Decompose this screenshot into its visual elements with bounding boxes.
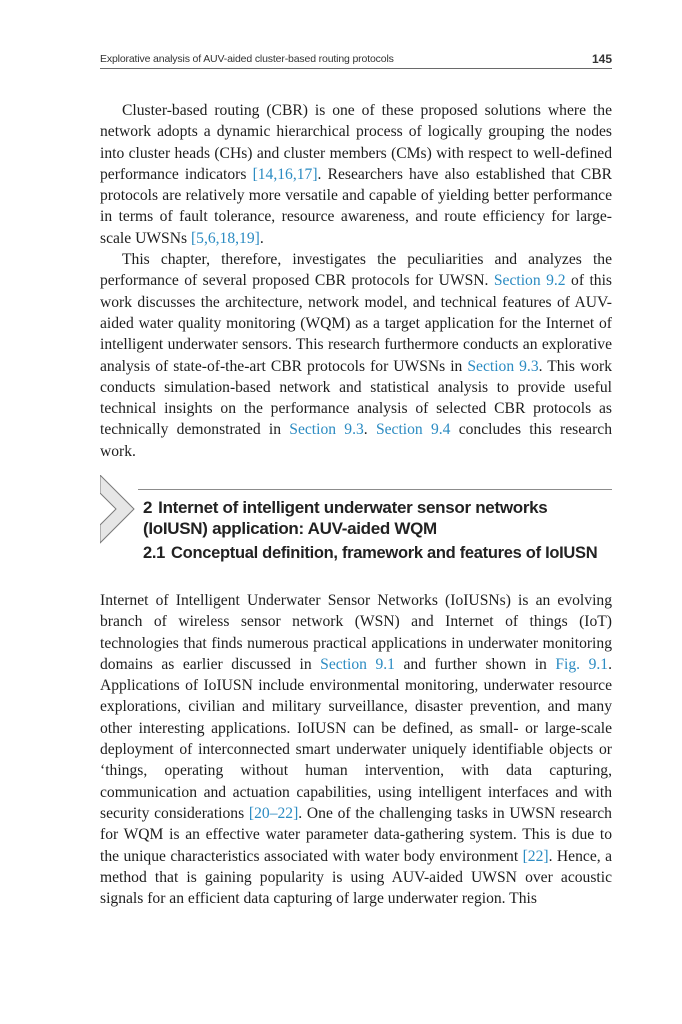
section-link[interactable]: Section 9.3: [467, 357, 539, 375]
section-title-text: Internet of intelligent underwater sensor networks (IoIUSN) application: AUV-aided WQM: [143, 498, 548, 538]
section-link[interactable]: Section 9.2: [493, 272, 566, 290]
section-heading-block: [100, 475, 612, 585]
citation-link[interactable]: [5,6,18,19]: [190, 229, 260, 247]
running-head: [100, 52, 612, 69]
section-title: [143, 497, 613, 539]
subsection-title-text: Conceptual definition, framework and features of IoIUSN: [171, 544, 598, 562]
section-rule: [138, 489, 612, 490]
section-link[interactable]: Section 9.3: [289, 421, 364, 439]
subsection-number: 2.1: [143, 544, 166, 562]
paragraph-chapter-overview: This chapter, therefore, investigates the peculiarities and analyzes the performance of several proposed CBR protocols for UWSN. Section 9.2 of this work discusses the architecture, network model, and technical features of AUV-aided water quality monitoring (WQM) as a target application for the Internet of intelligent underwater sensors. This research furthermore conducts an explorative analysis of state-of-the-art CBR protocols for UWSNs in Section 9.3. This work conducts simulation-based network and statistical analysis to provide useful technical insights on the performance analysis of selected CBR protocols as technically demonstrated in Section 9.3. Section 9.4 concludes this research work.: [100, 251, 612, 460]
paragraph-ioiusn: Internet of Intelligent Underwater Sensor Networks (IoIUSNs) is an evolving branch of wireless sensor network (WSN) and Internet of things (IoT) technologies that finds numerous practical applications in underwater monitoring domains as earlier discussed in Section 9.1 and further shown in Fig. 9.1. Applications of IoIUSN include environmental monitoring, underwater resource explorations, civilian and military surveillance, disaster prevention, and many other interesting applications. IoIUSN can be defined, as small- or large-scale deployment of interconnected smart underwater uniquely identifiable objects or ‘things, operating without human intervention, with data capturing, communication and actuation capabilities, using intelligent interfaces and with security considerations [20–22]. One of the challenging tasks in UWSN research for WQM is an effective water parameter data-gathering system. This is due to the unique characteristics associated with water body environment [22]. Hence, a method that is gaining popularity is using AUV-aided UWSN over acoustic signals for an efficient data capturing of large underwater region. This: [100, 592, 612, 908]
page-number: 145: [591, 52, 612, 66]
subsection-title: [143, 543, 613, 564]
chevron-icon: [100, 475, 136, 545]
section-number: 2: [143, 498, 153, 517]
section-link[interactable]: Section 9.1: [320, 655, 395, 673]
citation-link[interactable]: [22]: [522, 847, 549, 865]
intro-text: [100, 100, 612, 462]
citation-link[interactable]: [20–22]: [248, 804, 299, 822]
citation-link[interactable]: [14,16,17]: [252, 165, 318, 183]
paragraph-cbr: Cluster-based routing (CBR) is one of these proposed solutions where the network adopts a dynamic hierarchical process of logically grouping the nodes into cluster heads (CHs) and cluster members (CMs) with respect to well-defined performance indicators [14,16,17]. Researchers have also established that CBR protocols are relatively more versatile and capable of yielding better performance in terms of fault tolerance, resource awareness, and route efficiency for large-scale UWSNs [5,6,18,19].: [100, 102, 613, 247]
section-link[interactable]: Section 9.4: [375, 421, 451, 439]
running-head-title: Explorative analysis of AUV-aided cluster-based routing protocols: [100, 53, 394, 65]
section-body-text: [100, 590, 612, 909]
figure-link[interactable]: Fig. 9.1: [555, 655, 609, 673]
